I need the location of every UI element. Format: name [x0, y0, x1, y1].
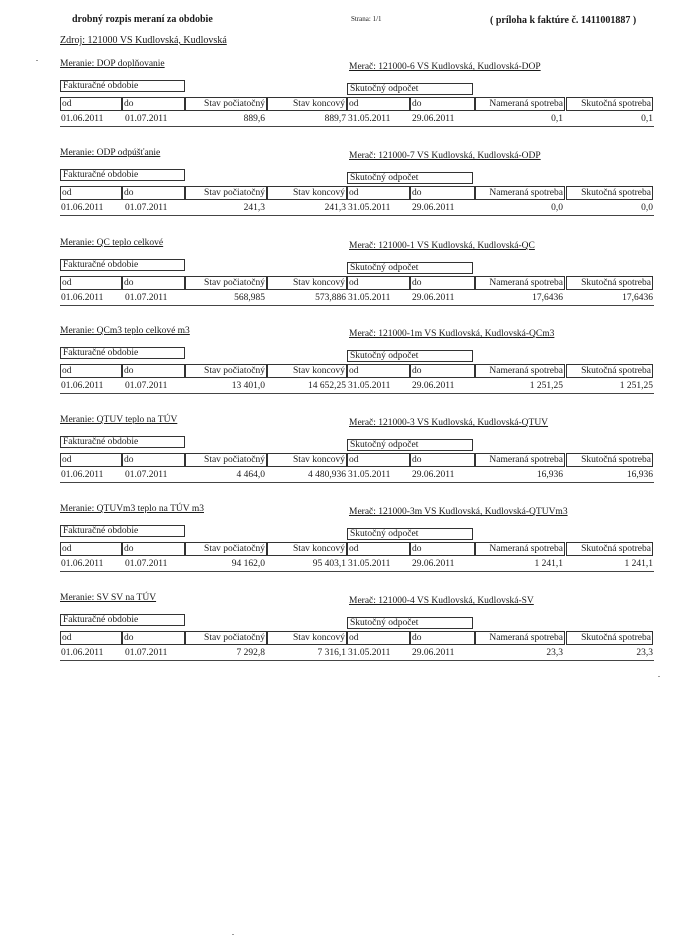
block-underline — [60, 305, 654, 306]
actual-to-value: 29.06.2011 — [412, 203, 455, 213]
actual-to-value: 29.06.2011 — [412, 559, 455, 569]
col-start-state: Stav počiatočný — [185, 453, 267, 467]
col-actual-from: od — [347, 542, 410, 556]
measured-value: 0,0 — [551, 203, 563, 213]
col-actual: Skutočná spotreba — [566, 453, 653, 467]
col-actual-from: od — [347, 364, 410, 378]
col-measured: Nameraná spotreba — [475, 542, 565, 556]
actual-reading-header: Skutočný odpočet — [347, 528, 473, 540]
col-actual: Skutočná spotreba — [566, 276, 653, 290]
col-to: do — [122, 453, 185, 467]
col-actual-from: od — [347, 97, 410, 111]
billing-from-value: 01.06.2011 — [61, 114, 104, 124]
actual-from-value: 31.05.2011 — [348, 203, 391, 213]
col-start-state: Stav počiatočný — [185, 186, 267, 200]
actual-reading-header: Skutočný odpočet — [347, 262, 473, 274]
actual-value: 17,6436 — [622, 293, 653, 303]
col-actual: Skutočná spotreba — [566, 364, 653, 378]
billing-period-header: Fakturačné obdobie — [60, 259, 185, 271]
col-end-state: Stav koncový — [267, 97, 347, 111]
col-from: od — [60, 542, 122, 556]
meter-name: Merač: 121000-1m VS Kudlovská, Kudlovská-QCm3 — [349, 329, 555, 339]
end-state-value: 241,3 — [324, 203, 346, 213]
col-end-state: Stav koncový — [267, 542, 347, 556]
col-start-state: Stav počiatočný — [185, 631, 267, 645]
measurement-name: Meranie: QTUVm3 teplo na TÚV m3 — [60, 504, 204, 514]
actual-value: 1 241,1 — [624, 559, 653, 569]
end-state-value: 95 403,1 — [312, 559, 346, 569]
billing-from-value: 01.06.2011 — [61, 470, 104, 480]
actual-to-value: 29.06.2011 — [412, 648, 455, 658]
billing-from-value: 01.06.2011 — [61, 381, 104, 391]
col-actual-to: do — [410, 364, 475, 378]
col-actual-to: do — [410, 631, 475, 645]
col-actual-to: do — [410, 542, 475, 556]
billing-from-value: 01.06.2011 — [61, 203, 104, 213]
actual-reading-header: Skutočný odpočet — [347, 617, 473, 629]
scan-speck — [232, 934, 234, 935]
col-to: do — [122, 364, 185, 378]
billing-from-value: 01.06.2011 — [61, 293, 104, 303]
end-state-value: 573,886 — [315, 293, 346, 303]
actual-from-value: 31.05.2011 — [348, 648, 391, 658]
col-start-state: Stav počiatočný — [185, 276, 267, 290]
end-state-value: 4 480,936 — [308, 470, 346, 480]
start-state-value: 4 464,0 — [236, 470, 265, 480]
actual-value: 23,3 — [636, 648, 653, 658]
block-underline — [60, 482, 654, 483]
billing-from-value: 01.06.2011 — [61, 559, 104, 569]
col-start-state: Stav počiatočný — [185, 364, 267, 378]
start-state-value: 568,985 — [234, 293, 265, 303]
actual-from-value: 31.05.2011 — [348, 293, 391, 303]
start-state-value: 7 292,8 — [236, 648, 265, 658]
start-state-value: 241,3 — [243, 203, 265, 213]
measurement-block — [0, 59, 680, 149]
col-from: od — [60, 186, 122, 200]
end-state-value: 14 652,25 — [308, 381, 346, 391]
actual-value: 16,936 — [626, 470, 653, 480]
col-actual: Skutočná spotreba — [566, 186, 653, 200]
col-measured: Nameraná spotreba — [475, 186, 565, 200]
report-title: drobný rozpis meraní za obdobie — [72, 14, 213, 25]
col-actual-to: do — [410, 276, 475, 290]
actual-reading-header: Skutočný odpočet — [347, 439, 473, 451]
col-start-state: Stav počiatočný — [185, 97, 267, 111]
billing-to-value: 01.07.2011 — [125, 559, 168, 569]
actual-from-value: 31.05.2011 — [348, 559, 391, 569]
block-underline — [60, 126, 654, 127]
col-actual-from: od — [347, 631, 410, 645]
col-to: do — [122, 97, 185, 111]
scan-speck — [36, 60, 38, 61]
billing-period-header: Fakturačné obdobie — [60, 436, 185, 448]
billing-to-value: 01.07.2011 — [125, 203, 168, 213]
billing-period-header: Fakturačné obdobie — [60, 614, 185, 626]
col-from: od — [60, 631, 122, 645]
col-end-state: Stav koncový — [267, 631, 347, 645]
block-underline — [60, 393, 654, 394]
actual-to-value: 29.06.2011 — [412, 293, 455, 303]
measured-value: 1 241,1 — [534, 559, 563, 569]
col-end-state: Stav koncový — [267, 276, 347, 290]
measurement-block — [0, 326, 680, 416]
actual-reading-header: Skutočný odpočet — [347, 172, 473, 184]
measurement-name: Meranie: ODP odpúšťanie — [60, 148, 161, 158]
measured-value: 23,3 — [546, 648, 563, 658]
measurement-name: Meranie: DOP doplňovanie — [60, 59, 165, 69]
meter-name: Merač: 121000-1 VS Kudlovská, Kudlovská-QC — [349, 241, 535, 251]
meter-name: Merač: 121000-3m VS Kudlovská, Kudlovská-QTUVm3 — [349, 507, 568, 517]
actual-to-value: 29.06.2011 — [412, 114, 455, 124]
measurement-block — [0, 415, 680, 505]
col-measured: Nameraná spotreba — [475, 364, 565, 378]
billing-to-value: 01.07.2011 — [125, 293, 168, 303]
measurement-name: Meranie: QTUV teplo na TÚV — [60, 415, 178, 425]
measured-value: 16,936 — [536, 470, 563, 480]
start-state-value: 13 401,0 — [231, 381, 265, 391]
meter-name: Merač: 121000-7 VS Kudlovská, Kudlovská-ODP — [349, 151, 541, 161]
col-actual-from: od — [347, 453, 410, 467]
col-actual: Skutočná spotreba — [566, 631, 653, 645]
actual-from-value: 31.05.2011 — [348, 114, 391, 124]
col-actual: Skutočná spotreba — [566, 97, 653, 111]
col-actual-from: od — [347, 276, 410, 290]
billing-period-header: Fakturačné obdobie — [60, 80, 185, 92]
col-actual: Skutočná spotreba — [566, 542, 653, 556]
actual-reading-header: Skutočný odpočet — [347, 350, 473, 362]
col-to: do — [122, 186, 185, 200]
billing-period-header: Fakturačné obdobie — [60, 347, 185, 359]
actual-reading-header: Skutočný odpočet — [347, 83, 473, 95]
billing-to-value: 01.07.2011 — [125, 470, 168, 480]
actual-to-value: 29.06.2011 — [412, 381, 455, 391]
billing-to-value: 01.07.2011 — [125, 648, 168, 658]
col-from: od — [60, 364, 122, 378]
actual-value: 1 251,25 — [619, 381, 653, 391]
measurement-name: Meranie: QCm3 teplo celkové m3 — [60, 326, 190, 336]
start-state-value: 889,6 — [243, 114, 265, 124]
measured-value: 1 251,25 — [529, 381, 563, 391]
actual-from-value: 31.05.2011 — [348, 381, 391, 391]
scan-speck — [658, 676, 660, 677]
measurement-block — [0, 238, 680, 328]
col-end-state: Stav koncový — [267, 453, 347, 467]
block-underline — [60, 571, 654, 572]
actual-value: 0,1 — [641, 114, 653, 124]
col-start-state: Stav počiatočný — [185, 542, 267, 556]
col-from: od — [60, 453, 122, 467]
measurement-block — [0, 504, 680, 594]
billing-from-value: 01.06.2011 — [61, 648, 104, 658]
billing-to-value: 01.07.2011 — [125, 114, 168, 124]
col-from: od — [60, 97, 122, 111]
end-state-value: 7 316,1 — [317, 648, 346, 658]
end-state-value: 889,7 — [324, 114, 346, 124]
billing-period-header: Fakturačné obdobie — [60, 525, 185, 537]
invoice-reference: ( príloha k faktúre č. 1411001887 ) — [490, 15, 637, 26]
col-to: do — [122, 276, 185, 290]
measurement-name: Meranie: QC teplo celkové — [60, 238, 164, 248]
col-actual-to: do — [410, 453, 475, 467]
billing-period-header: Fakturačné obdobie — [60, 169, 185, 181]
actual-value: 0,0 — [641, 203, 653, 213]
col-end-state: Stav koncový — [267, 364, 347, 378]
measured-value: 0,1 — [551, 114, 563, 124]
col-from: od — [60, 276, 122, 290]
col-measured: Nameraná spotreba — [475, 97, 565, 111]
col-to: do — [122, 542, 185, 556]
page-number: Strana: 1/1 — [351, 15, 382, 23]
col-measured: Nameraná spotreba — [475, 276, 565, 290]
col-measured: Nameraná spotreba — [475, 631, 565, 645]
col-actual-to: do — [410, 97, 475, 111]
measurement-name: Meranie: SV SV na TÚV — [60, 593, 157, 603]
source-label: Zdroj: 121000 VS Kudlovská, Kudlovská — [60, 35, 227, 46]
actual-from-value: 31.05.2011 — [348, 470, 391, 480]
meter-name: Merač: 121000-6 VS Kudlovská, Kudlovská-DOP — [349, 62, 541, 72]
meter-name: Merač: 121000-3 VS Kudlovská, Kudlovská-QTUV — [349, 418, 549, 428]
measurement-block — [0, 593, 680, 683]
start-state-value: 94 162,0 — [231, 559, 265, 569]
meter-name: Merač: 121000-4 VS Kudlovská, Kudlovská-SV — [349, 596, 534, 606]
billing-to-value: 01.07.2011 — [125, 381, 168, 391]
actual-to-value: 29.06.2011 — [412, 470, 455, 480]
col-actual-from: od — [347, 186, 410, 200]
block-underline — [60, 215, 654, 216]
measured-value: 17,6436 — [532, 293, 563, 303]
col-actual-to: do — [410, 186, 475, 200]
col-end-state: Stav koncový — [267, 186, 347, 200]
col-to: do — [122, 631, 185, 645]
measurement-block — [0, 148, 680, 238]
block-underline — [60, 660, 654, 661]
col-measured: Nameraná spotreba — [475, 453, 565, 467]
